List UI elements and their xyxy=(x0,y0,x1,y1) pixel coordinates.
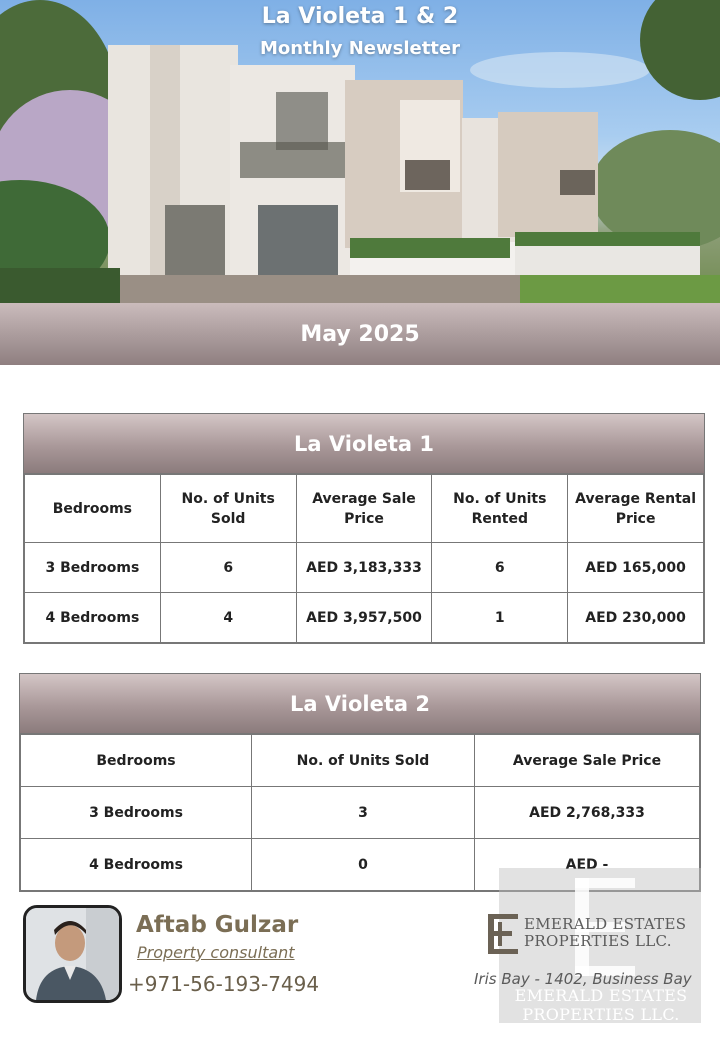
watermark-line1: EMERALD ESTATES xyxy=(514,986,688,1005)
newsletter-title: La Violeta 1 & 2 xyxy=(261,4,459,29)
table-cell: AED 3,183,333 xyxy=(296,543,432,593)
table-cell: AED - xyxy=(475,839,700,891)
watermark-line2: PROPERTIES LLC. xyxy=(522,1005,680,1024)
month-label: May 2025 xyxy=(300,321,420,347)
agent-avatar xyxy=(23,905,122,1003)
table-title-bar xyxy=(20,674,700,734)
table-cell: AED 3,957,500 xyxy=(296,593,432,643)
table-row xyxy=(21,787,700,839)
sales-rental-table xyxy=(24,474,704,643)
table-cell: 3 xyxy=(252,787,475,839)
table-title-bar xyxy=(24,414,704,474)
table-title: La Violeta 2 xyxy=(290,691,430,716)
column-header: No. of Units Sold xyxy=(252,735,475,787)
company-small-logo-icon xyxy=(486,912,520,956)
company-name-line2: PROPERTIES LLC. xyxy=(524,932,672,950)
column-header: Average Sale Price xyxy=(296,475,432,543)
company-name xyxy=(524,916,686,950)
column-header: Average Sale Price xyxy=(475,735,700,787)
table-row xyxy=(25,543,704,593)
table-cell: AED 230,000 xyxy=(568,593,704,643)
table-cell: AED 165,000 xyxy=(568,543,704,593)
table-cell: 1 xyxy=(432,593,568,643)
table-header-row xyxy=(21,735,700,787)
table-cell: 4 Bedrooms xyxy=(25,593,161,643)
table-cell: 0 xyxy=(252,839,475,891)
table-row xyxy=(25,593,704,643)
table-cell: 6 xyxy=(432,543,568,593)
la-violeta-1-table xyxy=(23,413,705,644)
table-cell: 4 Bedrooms xyxy=(21,839,252,891)
company-address: Iris Bay - 1402, Business Bay xyxy=(474,970,692,988)
hero-image xyxy=(0,0,720,303)
table-cell: 3 Bedrooms xyxy=(25,543,161,593)
newsletter-subtitle: Monthly Newsletter xyxy=(260,38,460,59)
agent-role: Property consultant xyxy=(137,943,295,962)
company-watermark-name xyxy=(500,986,702,1024)
column-header: No. of Units Rented xyxy=(432,475,568,543)
table-cell: 6 xyxy=(160,543,296,593)
column-header: Bedrooms xyxy=(21,735,252,787)
agent-phone[interactable]: +971-56-193-7494 xyxy=(128,972,320,996)
table-cell: 4 xyxy=(160,593,296,643)
company-name-line1: EMERALD ESTATES xyxy=(524,915,687,933)
person-photo-icon xyxy=(26,908,119,1000)
table-header-row xyxy=(25,475,704,543)
month-banner xyxy=(0,303,720,365)
agent-name: Aftab Gulzar xyxy=(136,912,299,938)
la-violeta-2-table xyxy=(19,673,701,892)
table-cell: AED 2,768,333 xyxy=(475,787,700,839)
table-cell: 3 Bedrooms xyxy=(21,787,252,839)
table-title: La Violeta 1 xyxy=(294,431,434,456)
column-header: No. of Units Sold xyxy=(160,475,296,543)
column-header: Average Rental Price xyxy=(568,475,704,543)
column-header: Bedrooms xyxy=(25,475,161,543)
